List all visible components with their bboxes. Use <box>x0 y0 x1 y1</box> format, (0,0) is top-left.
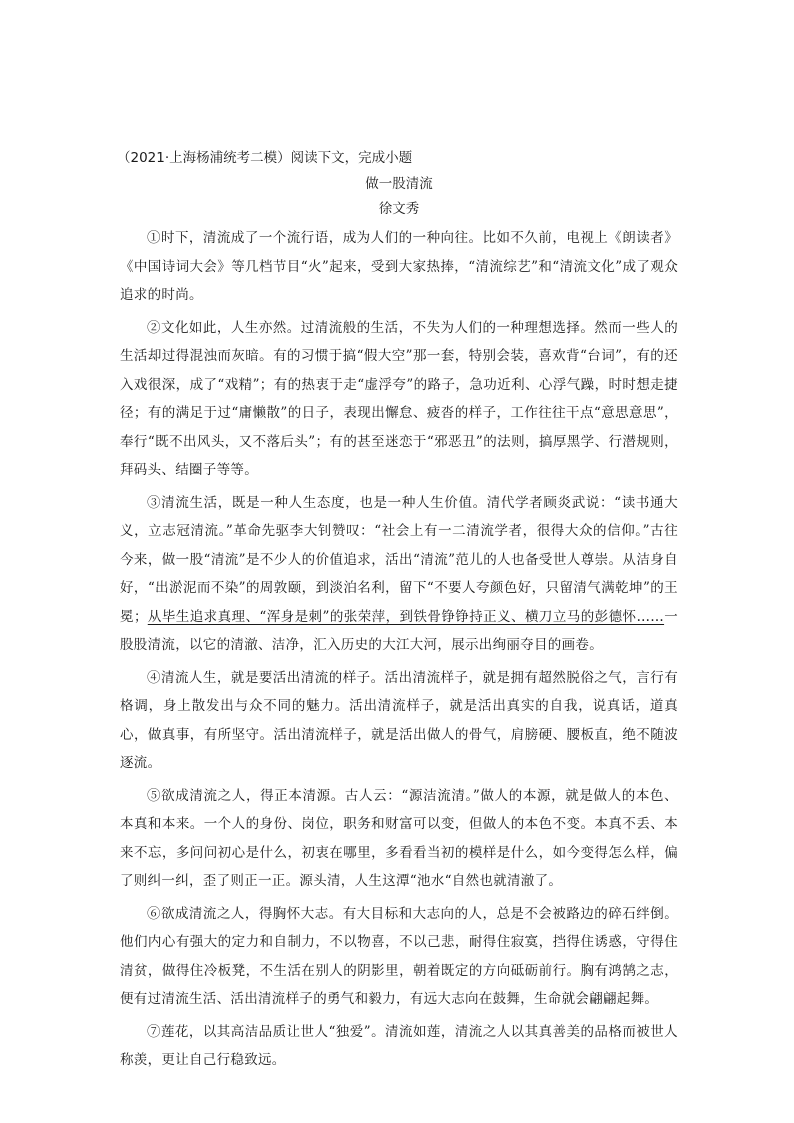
question-source: （2021·上海杨浦统考二模）阅读下文，完成小题 <box>117 150 413 166</box>
article-author: 徐文秀 <box>378 201 420 217</box>
paragraph-7: ⑦莲花，以其高洁品质让世人“独爱”。清流如莲，清流之人以其真善美的品格而被世人称羡，更让自己行稳致远。 <box>120 1023 678 1068</box>
paragraph-4: ④清流人生，就是要活出清流的样子。活出清流样子，就是拥有超然脱俗之气，言行有格调，身上散发出与众不同的魅力。活出清流样子，就是活出真实的自我，说真话，道真心，做真事，有所坚守。活出清流样子，就是活出做人的骨气，肩膀硬、腰板直，绝不随波逐流。 <box>120 669 678 771</box>
paragraph-1: ①时下，清流成了一个流行语，成为人们的一种向往。比如不久前，电视上《朗读者》《中国诗词大会》等几档节目“火”起来，受到大家热捧，“清流综艺”和“清流文化”成了观众追求的时尚。 <box>120 230 678 303</box>
paragraph-2: ②文化如此，人生亦然。过清流般的生活，不失为人们的一种理想选择。然而一些人的生活却过得混浊而灰暗。有的习惯于搞“假大空”那一套，特别会装，喜欢背“台词”，有的还入戏很深，成了“戏精”；有的热衷于走“虚浮夸”的路子，急功近利、心浮气躁，时时想走捷径；有的满足于过“庸懒散”的日子，表现出懈怠、疲沓的样子，工作往往干点“意思意思”，奉行“既不出风头，又不落后头”；有的甚至迷恋于“邪恶丑”的法则，搞厚黑学、行潜规则，拜码头、结圈子等等。 <box>120 319 678 478</box>
paragraph-3-text-before: ③清流生活，既是一种人生态度，也是一种人生价值。清代学者顾炎武说：“读书通大义，立志冠清流。”革命先驱李大钊赞叹：“社会上有一二清流学者，很得大众的信仰。”古往今来，做一股“清流”是不少人的价值追求，活出“清流”范儿的人也备受世人尊崇。从洁身自好，“出淤泥而不染”的周敦颐，到淡泊名利，留下“不要人夸颜色好，只留清气满乾坤”的王冕； <box>120 494 678 625</box>
underlined-sentence: 从毕生追求真理、“浑身是刺”的张荣萍，到铁骨铮铮持正义、横刀立马的彭德怀…… <box>147 608 665 625</box>
paragraph-6: ⑥欲成清流之人，得胸怀大志。有大目标和大志向的人，总是不会被路边的碎石绊倒。他们内心有强大的定力和自制力，不以物喜，不以己悲，耐得住寂寞，挡得住诱惑，守得住清贫，做得住冷板凳，不生活在别人的阴影里，朝着既定的方向砥砺前行。胸有鸿鹄之志，便有过清流生活、活出清流样子的勇气和毅力，有远大志向在鼓舞，生命就会翩翩起舞。 <box>120 905 678 1007</box>
article-title: 做一股清流 <box>365 176 433 192</box>
paragraph-3 <box>120 489 678 660</box>
paragraph-3-text-after: 一股股清流，以它的清澈、洁净，汇入历史的大江大河，展示出绚丽夺目的画卷。 <box>120 608 679 653</box>
paragraph-5: ⑤欲成清流之人，得正本清源。古人云：“源洁流清。”做人的本源，就是做人的本色、本真和本来。一个人的身份、岗位，职务和财富可以变，但做人的本色不变。本真不丢、本来不忘，多问问初心是什么，初衷在哪里，多看看当初的模样是什么，如今变得怎么样，偏了则纠一纠，歪了则正一正。源头清，人生这潭“池水“自然也就清澈了。 <box>120 787 678 889</box>
document-page <box>117 148 679 1079</box>
